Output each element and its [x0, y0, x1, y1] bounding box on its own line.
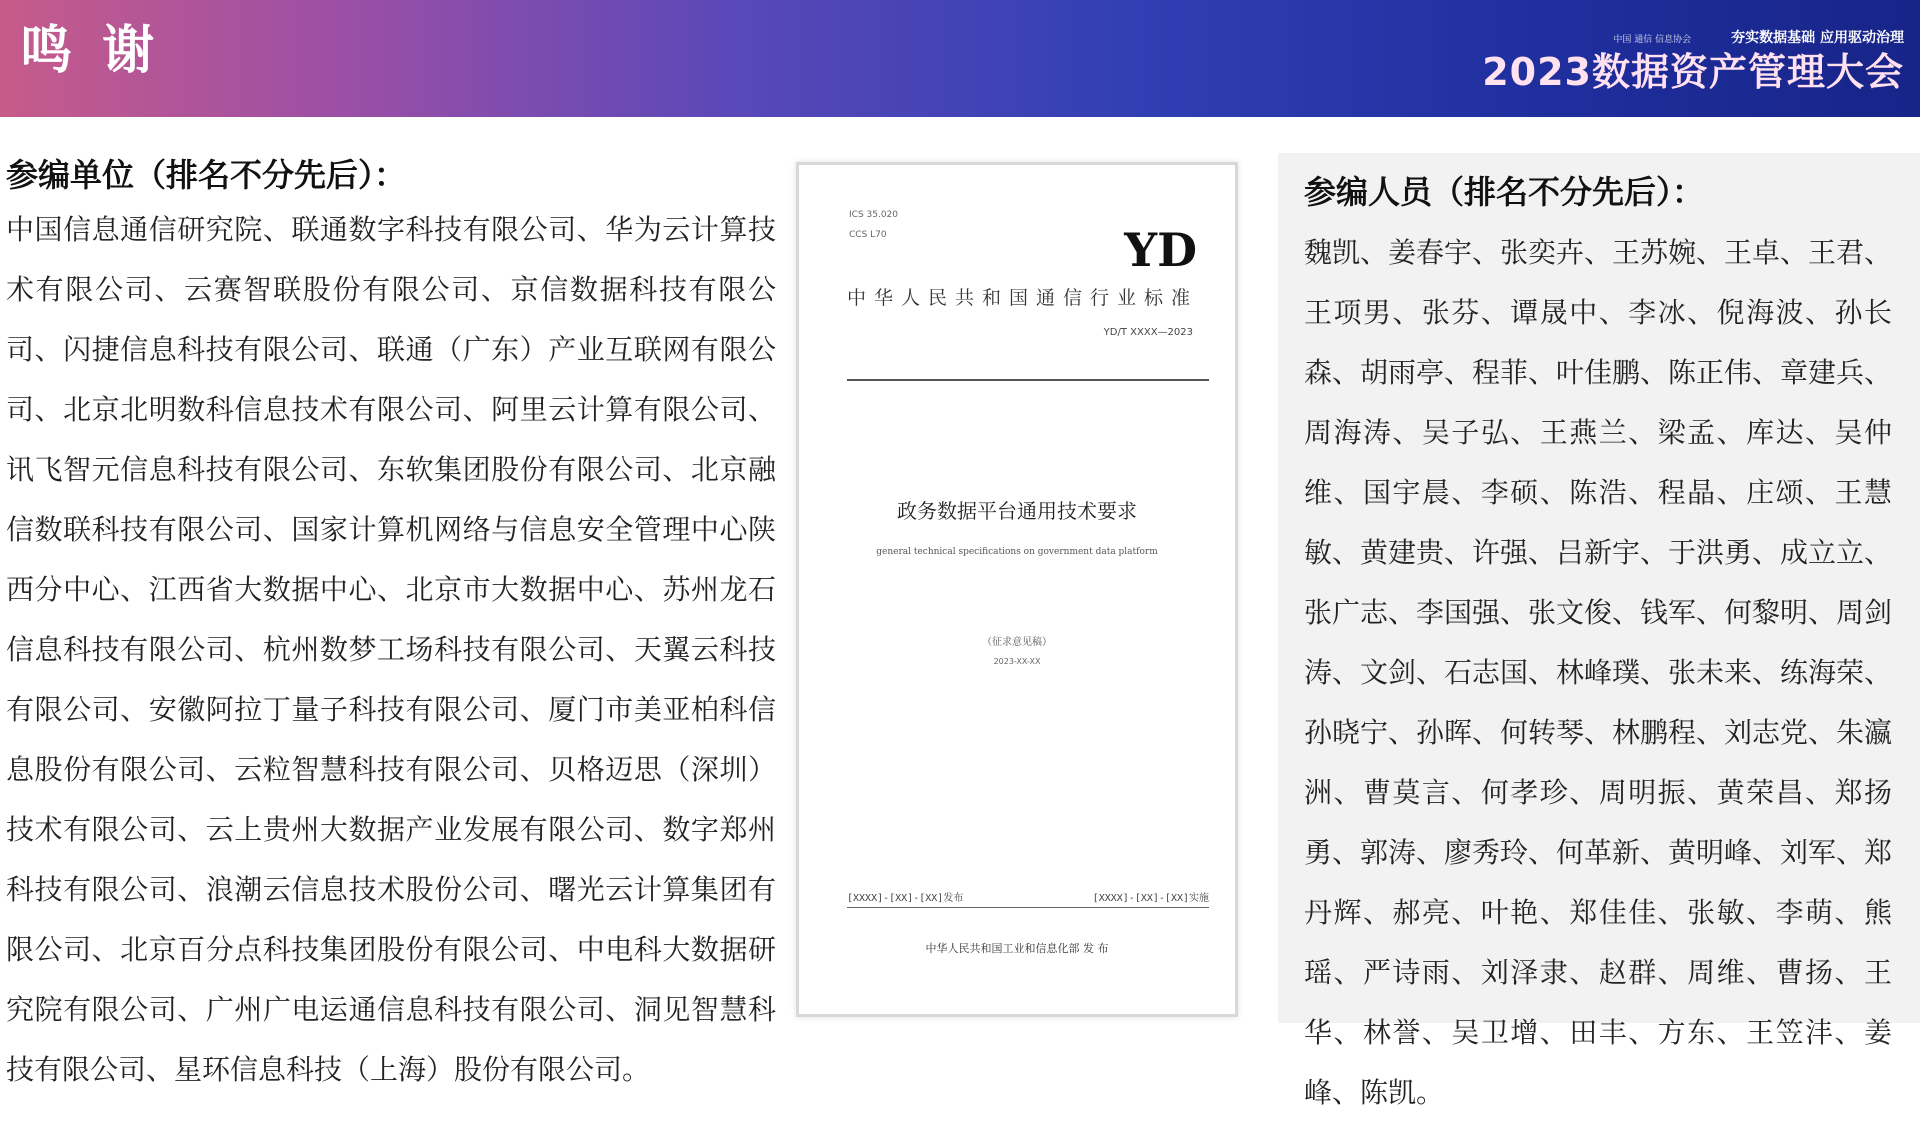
conference-tagline [1613, 30, 1904, 48]
document-ccs: CCS L70 [849, 230, 887, 240]
personnel-list: 魏凯、姜春宇、张奕卉、王苏婉、王卓、王君、王项男、张芬、谭晟中、李冰、倪海波、孙长森、胡雨亭、程菲、叶佳鹏、陈正伟、章建兵、周海涛、吴子弘、王燕兰、梁孟、库达、吴仲维、国宇晨、李硕、陈浩、程晶、庄颂、王慧敏、黄建贵、许强、吕新宇、于洪勇、成立立、张广志、李国强、张文俊、钱军、何黎明、周剑涛、文剑、石志国、林峰璞、张未来、练海荣、孙晓宁、孙晖、何转琴、林鹏程、刘志党、朱瀛洲、曹莫言、何孝珍、周明振、黄荣昌、郑扬勇、郭涛、廖秀玲、何革新、黄明峰、刘军、郑丹辉、郝亮、叶艳、郑佳佳、张敏、李萌、熊瑶、严诗雨、刘泽隶、赵群、周维、曹扬、王华、林誉、吴卫增、田丰、方东、王笠沣、姜峰、陈凯。 [1304, 236, 1893, 1109]
document-dates [847, 889, 1209, 904]
organizations-heading: 参编单位（排名不分先后）： [6, 156, 407, 194]
document-draft-label: （征求意见稿） [982, 637, 1052, 648]
conference-tag-main: 夯实数据基础 应用驱动治理 [1731, 30, 1904, 46]
document-publisher: 中华人民共和国工业和信息化部 发 布 [925, 942, 1109, 955]
document-classification [849, 205, 898, 245]
document-divider [847, 379, 1209, 381]
document-title-cn: 政务数据平台通用技术要求 [897, 499, 1137, 523]
conference-title: 2023数据资产管理大会 [1482, 50, 1904, 94]
conference-tag-small: 中国 通信 信息协会 [1613, 35, 1692, 45]
page-title: 鸣 谢 [20, 21, 161, 81]
document-publish-date: [XXXX]-[XX]-[XX]发布 [847, 893, 964, 904]
organizations-section [6, 150, 776, 1100]
document-code: YD [1124, 223, 1197, 277]
document-ics: ICS 35.020 [849, 210, 899, 220]
document-standard-name: 中华人民共和国通信行业标准 [847, 287, 1199, 309]
document-implement-date: [XXXX]-[XX]-[XX]实施 [1092, 893, 1209, 904]
document-bottom-divider [847, 907, 1209, 908]
personnel-heading: 参编人员（排名不分先后）： [1304, 173, 1705, 211]
header-banner [0, 0, 1920, 117]
personnel-section [1278, 153, 1920, 1109]
organizations-list: 中国信息通信研究院、联通数字科技有限公司、华为云计算技术有限公司、云赛智联股份有限公司、京信数据科技有限公司、闪捷信息科技有限公司、联通（广东）产业互联网有限公司、北京北明数科信息技术有限公司、阿里云计算有限公司、讯飞智元信息科技有限公司、东软集团股份有限公司、北京融信数联科技有限公司、国家计算机网络与信息安全管理中心陕西分中心、江西省大数据中心、北京市大数据中心、苏州龙石信息科技有限公司、杭州数梦工场科技有限公司、天翼云科技有限公司、安徽阿拉丁量子科技有限公司、厦门市美亚柏科信息股份有限公司、云粒智慧科技有限公司、贝格迈思（深圳）技术有限公司、云上贵州大数据产业发展有限公司、数字郑州科技有限公司、浪潮云信息技术股份公司、曙光云计算集团有限公司、北京百分点科技集团股份有限公司、中电科大数据研究院有限公司、广州广电运通信息科技有限公司、洞见智慧科技有限公司、星环信息科技（上海）股份有限公司。 [6, 213, 776, 1086]
standard-document-cover [796, 162, 1238, 1017]
document-draft-date: 2023-XX-XX [993, 657, 1041, 666]
document-title-en: general technical specifications on government data platform [876, 547, 1158, 557]
document-number: YD/T XXXX—2023 [1103, 327, 1193, 338]
